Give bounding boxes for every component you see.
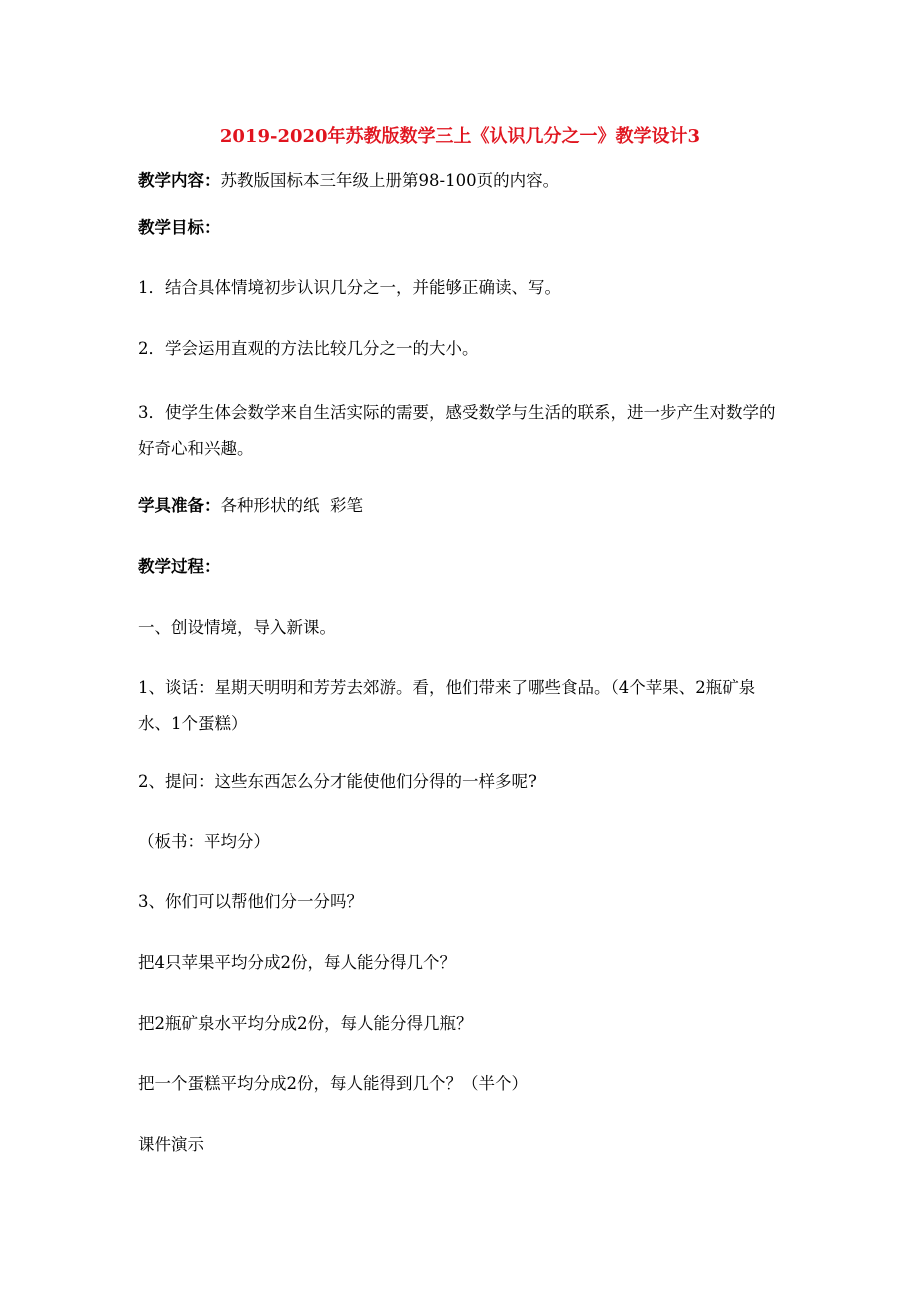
step-2: 2、提问：这些东西怎么分才能使他们分得的一样多呢?	[138, 772, 537, 791]
document-title: 2019-2020年苏教版数学三上《认识几分之一》教学设计3	[219, 126, 701, 147]
materials-label: 学具准备：	[138, 496, 221, 515]
section-heading-1: 一、创设情境，导入新课。	[138, 618, 336, 637]
apple-question: 把4只苹果平均分成2份，每人能分得几个？	[138, 953, 456, 972]
step-3: 3、你们可以帮他们分一分吗？	[138, 892, 363, 911]
goal-item-1: 1．结合具体情境初步认识几分之一，并能够正确读、写。	[138, 278, 561, 297]
materials-text: 各种形状的纸 彩笔	[220, 496, 363, 515]
step-1: 1、谈话：星期天明明和芳芳去郊游。看，他们带来了哪些食品。（4个苹果、2瓶矿泉水、1个蛋糕）	[138, 678, 756, 733]
goal-item-2: 2．学会运用直观的方法比较几分之一的大小。	[138, 339, 479, 358]
courseware-demo: 课件演示	[138, 1135, 204, 1154]
water-question: 把2瓶矿泉水平均分成2份，每人能分得几瓶？	[138, 1014, 473, 1033]
goal-item-3: 3．使学生体会数学来自生活实际的需要，感受数学与生活的联系，进一步产生对数学的好奇心和兴趣。	[138, 403, 776, 458]
teaching-content-label: 教学内容：	[138, 171, 221, 190]
process-heading: 教学过程：	[138, 557, 221, 576]
goals-heading: 教学目标：	[138, 218, 221, 237]
cake-question: 把一个蛋糕平均分成2份，每人能得到几个？（半个）	[138, 1074, 528, 1093]
teaching-content-line	[138, 169, 559, 193]
materials-line	[138, 494, 363, 518]
teaching-content-text: 苏教版国标本三年级上册第98-100页的内容。	[220, 171, 560, 190]
board-note: （板书：平均分）	[138, 832, 270, 851]
